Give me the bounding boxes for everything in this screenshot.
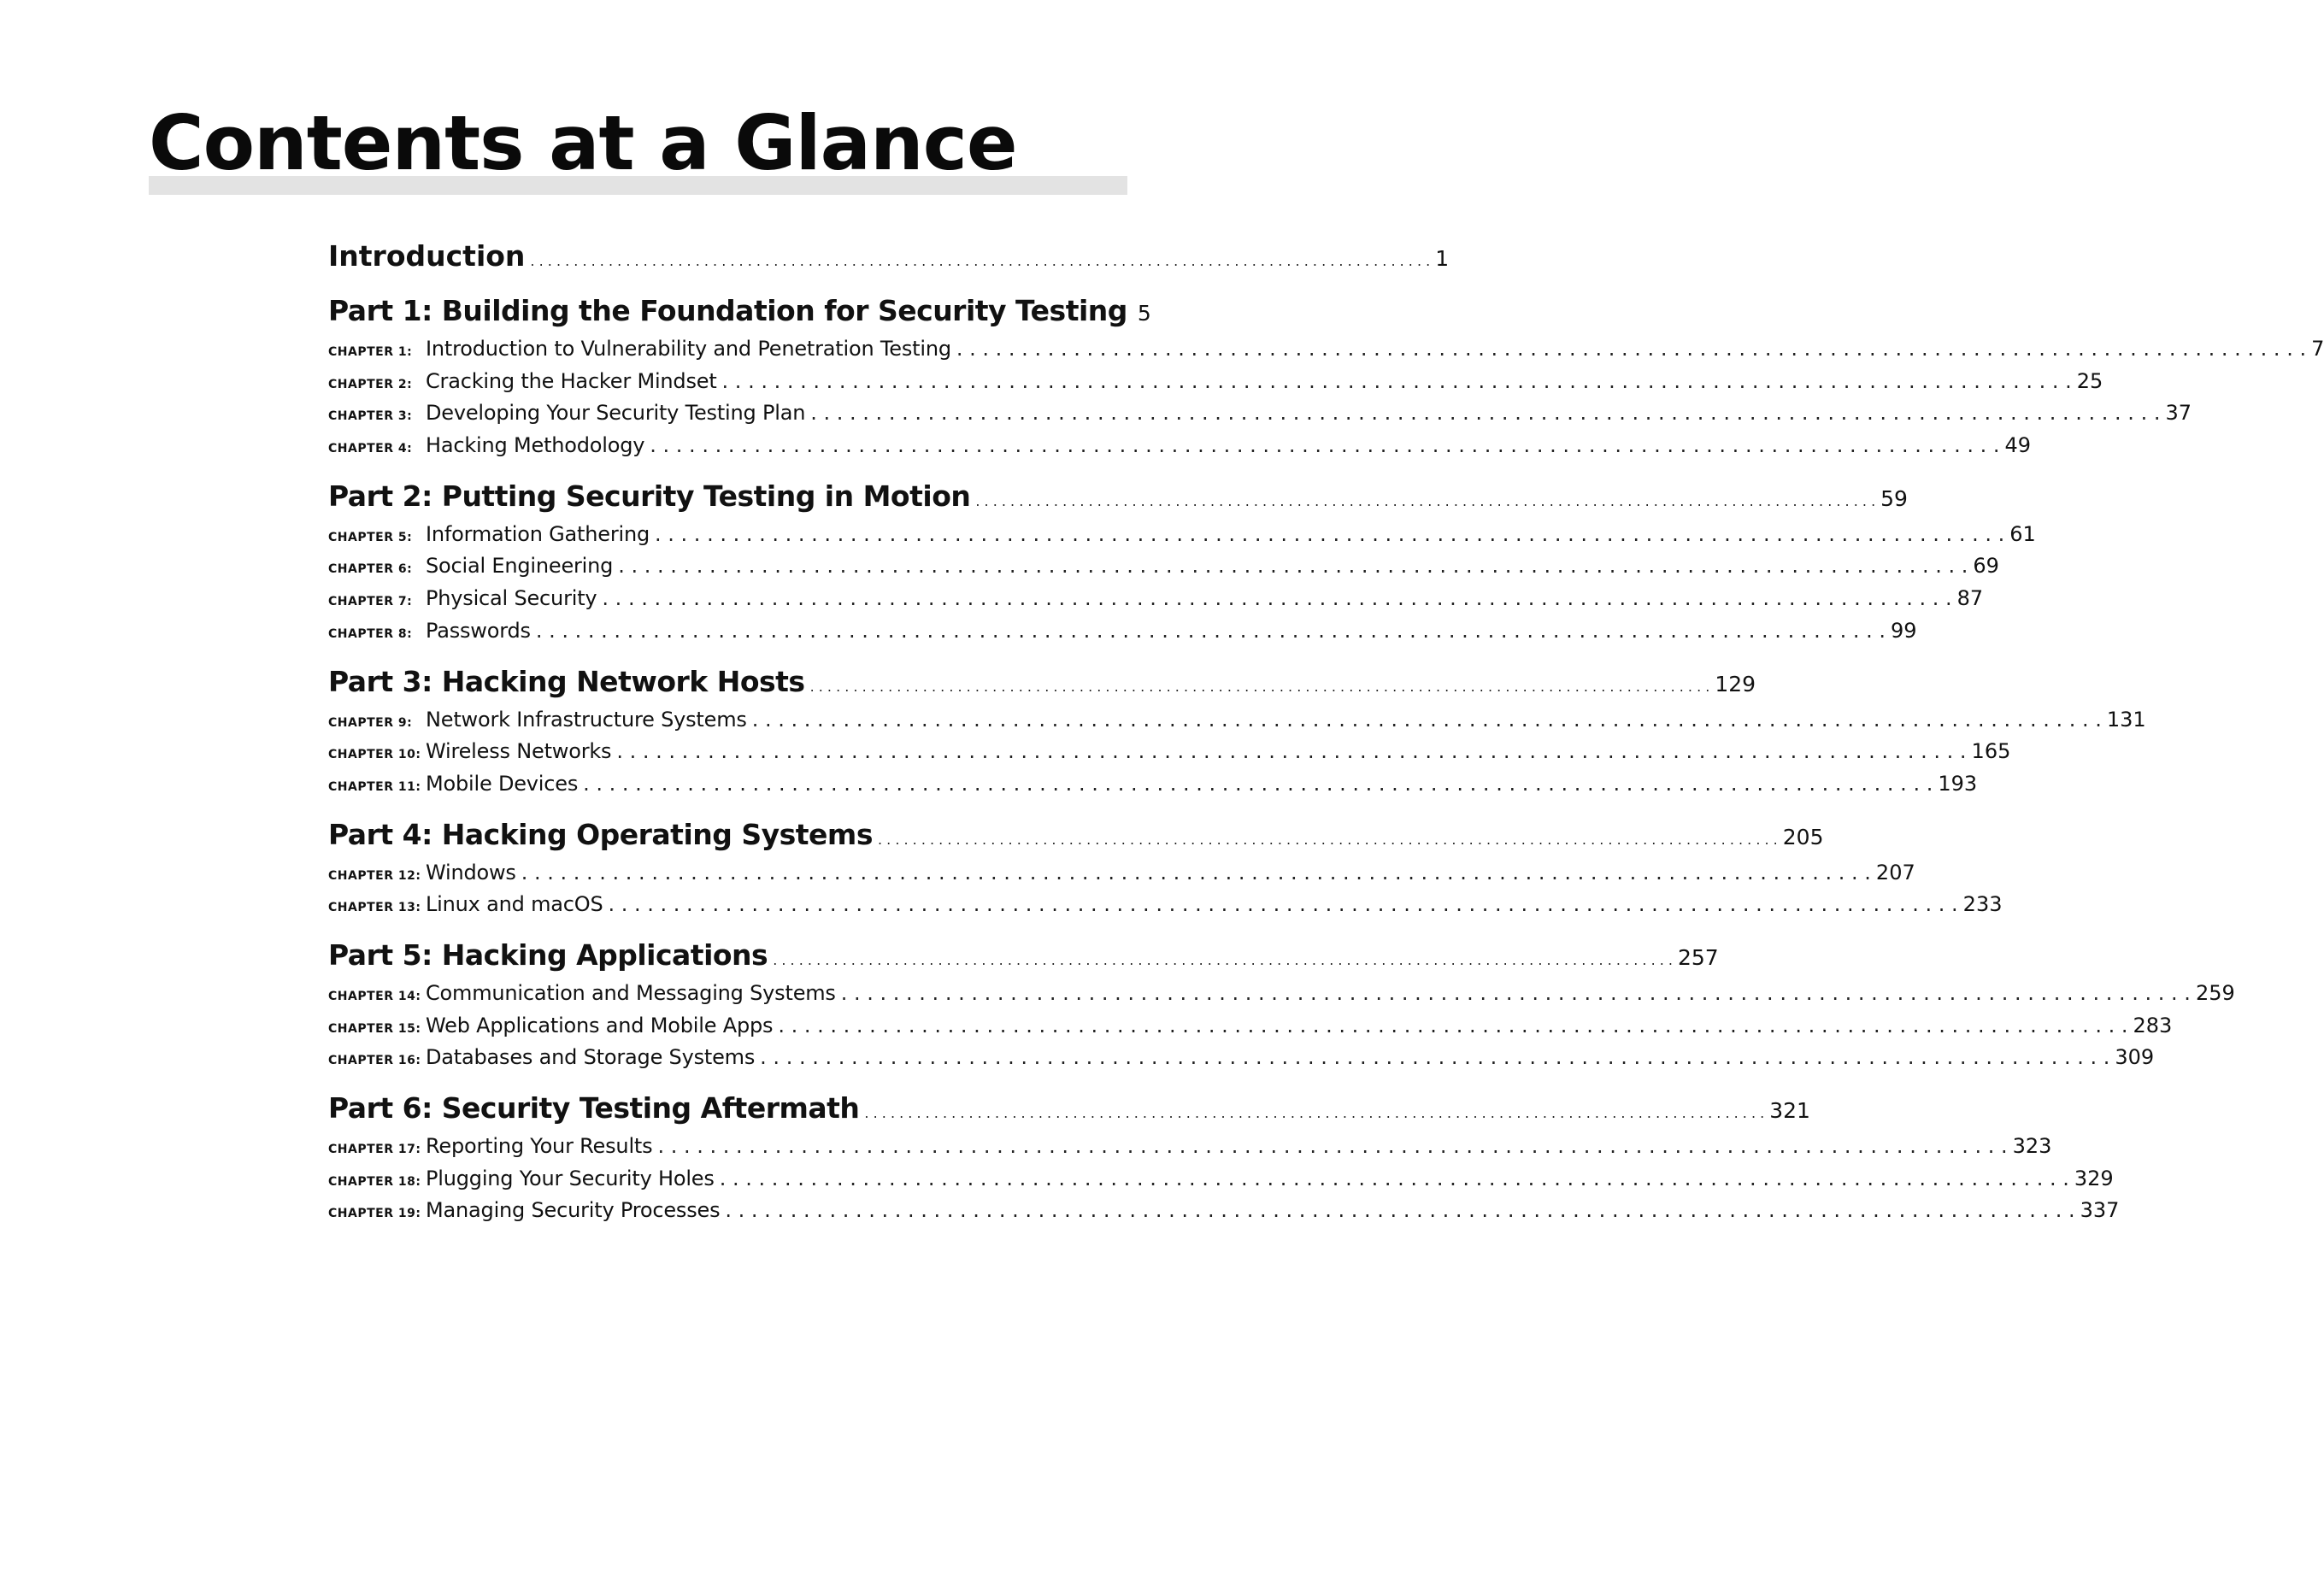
chapter-page-number: 193 (1938, 771, 1978, 796)
part-label: Part 1: Building the Foundation for Security Testing (328, 294, 1127, 327)
chapter-page-number: 69 (1973, 554, 1999, 579)
toc-entry-part-5[interactable] (328, 937, 1719, 981)
chapter-title: Introduction to Vulnerability and Penetration Testing (426, 337, 951, 361)
toc-entry-part-1[interactable] (328, 294, 1151, 337)
toc-entry-part-6[interactable] (328, 1091, 1810, 1134)
toc-entry-part-2[interactable] (328, 479, 1908, 522)
page-title: Contents at a Glance (149, 99, 1017, 187)
part-block (328, 664, 2146, 804)
toc-entry-chapter[interactable] (328, 401, 2192, 433)
part-page-number: 59 (1880, 485, 1908, 511)
chapter-number-tag: CHAPTER 15: (328, 1021, 421, 1036)
chapter-number-tag: CHAPTER 3: (328, 409, 413, 424)
part-block (328, 479, 2036, 651)
chapter-title: Mobile Devices (426, 771, 579, 796)
chapter-number-tag: CHAPTER 17: (328, 1143, 421, 1156)
chapter-page-number: 233 (1962, 892, 2003, 917)
chapter-title: Plugging Your Security Holes (426, 1166, 715, 1190)
dot-leader (720, 1167, 2069, 1190)
chapter-page-number: 309 (2115, 1045, 2155, 1070)
chapter-page-number: 49 (2004, 433, 2032, 458)
introduction-label: Introduction (328, 239, 526, 273)
toc-entry-chapter[interactable] (328, 1013, 2173, 1046)
dot-leader (602, 586, 1951, 610)
part-label: Part 6: Security Testing Aftermath (328, 1091, 860, 1125)
toc-entry-chapter[interactable] (328, 368, 2103, 402)
toc-entry-chapter[interactable] (328, 739, 2011, 772)
chapter-title: Managing Security Processes (426, 1198, 721, 1223)
chapter-page-number: 337 (2080, 1198, 2120, 1223)
toc-entry-chapter[interactable] (328, 771, 1978, 804)
chapter-number-tag: CHAPTER 16: (328, 1054, 421, 1068)
dot-leader (956, 337, 2306, 361)
toc-entry-introduction[interactable] (328, 239, 1450, 282)
chapter-number-tag: CHAPTER 5: (328, 530, 413, 544)
chapter-title: Physical Security (426, 586, 597, 611)
chapter-number-tag: CHAPTER 4: (328, 442, 413, 456)
toc-entry-part-4[interactable] (328, 817, 1824, 861)
chapter-number-tag: CHAPTER 14: (328, 989, 421, 1003)
dot-leader (657, 1134, 2007, 1158)
dot-leader (975, 493, 1875, 509)
part-label: Part 2: Putting Security Testing in Motion (328, 479, 971, 513)
chapter-page-number: 207 (1875, 860, 1915, 885)
chapter-page-number: 25 (2076, 368, 2103, 393)
part-label: Part 3: Hacking Network Hosts (328, 664, 805, 698)
toc-entry-chapter[interactable] (328, 586, 1984, 619)
part-page-number: 321 (1769, 1098, 1810, 1123)
dot-leader (760, 1045, 2109, 1069)
toc-entry-chapter[interactable] (328, 707, 2146, 740)
toc-entry-chapter[interactable] (328, 618, 1917, 651)
dot-leader (583, 772, 1933, 796)
dot-leader (722, 369, 2072, 393)
chapter-number-tag: CHAPTER 6: (328, 562, 413, 577)
toc-entry-chapter[interactable] (328, 1045, 2155, 1078)
dot-leader (773, 952, 1673, 968)
dot-leader (778, 1014, 2127, 1037)
chapter-page-number: 37 (2165, 401, 2192, 426)
part-label: Part 5: Hacking Applications (328, 937, 768, 972)
chapter-number-tag: CHAPTER 9: (328, 715, 413, 730)
chapter-title: Communication and Messaging Systems (426, 980, 836, 1005)
part-block (328, 817, 2003, 925)
dot-leader (841, 981, 2191, 1005)
dot-leader (725, 1198, 2074, 1222)
introduction-page-number: 1 (1435, 246, 1450, 271)
chapter-page-number: 165 (1971, 739, 2011, 764)
chapter-page-number: 323 (2012, 1134, 2052, 1158)
toc-entry-chapter[interactable] (328, 1134, 2052, 1167)
chapter-page-number: 329 (2074, 1166, 2114, 1190)
part-block (328, 937, 2235, 1078)
table-of-contents (328, 239, 2324, 1244)
dot-leader (530, 253, 1430, 269)
part-label: Part 4: Hacking Operating Systems (328, 817, 873, 851)
chapter-page-number: 7 (2311, 337, 2324, 361)
chapter-number-tag: CHAPTER 8: (328, 626, 413, 641)
chapter-number-tag: CHAPTER 12: (328, 868, 421, 883)
chapter-title: Web Applications and Mobile Apps (426, 1013, 774, 1037)
chapter-number-tag: CHAPTER 10: (328, 748, 421, 762)
chapter-title: Social Engineering (426, 554, 614, 579)
dot-leader (810, 679, 1710, 695)
toc-entry-chapter[interactable] (328, 860, 1915, 893)
chapter-page-number: 131 (2106, 707, 2146, 732)
chapter-page-number: 283 (2133, 1013, 2173, 1037)
chapter-number-tag: CHAPTER 13: (328, 901, 421, 915)
chapter-title: Linux and macOS (426, 892, 603, 917)
chapter-title: Passwords (426, 618, 531, 643)
chapter-title: Reporting Your Results (426, 1134, 653, 1158)
part-block (328, 1091, 2120, 1231)
chapter-title: Hacking Methodology (426, 433, 645, 458)
dot-leader (536, 619, 1886, 643)
dot-leader (655, 522, 2004, 546)
dot-leader (608, 892, 1957, 916)
chapter-title: Windows (426, 860, 516, 885)
chapter-page-number: 61 (2009, 521, 2036, 546)
toc-entry-chapter[interactable] (328, 892, 2003, 925)
toc-entry-chapter[interactable] (328, 433, 2032, 466)
toc-entry-chapter[interactable] (328, 554, 1999, 586)
toc-entry-chapter[interactable] (328, 980, 2235, 1014)
part-page-number: 205 (1782, 824, 1824, 849)
toc-entry-chapter[interactable] (328, 337, 2324, 369)
dot-leader (752, 708, 2102, 732)
toc-entry-part-3[interactable] (328, 664, 1756, 708)
chapter-title: Cracking the Hacker Mindset (426, 368, 717, 393)
chapter-number-tag: CHAPTER 19: (328, 1207, 421, 1221)
part-block (328, 294, 2324, 466)
dot-leader (616, 739, 1966, 763)
dot-leader (864, 1105, 1764, 1121)
dot-leader (878, 832, 1778, 848)
chapter-number-tag: CHAPTER 2: (328, 377, 413, 391)
part-page-number: 257 (1678, 944, 1719, 970)
chapter-title: Network Infrastructure Systems (426, 707, 747, 732)
part-page-number: 5 (1137, 301, 1151, 326)
chapter-page-number: 259 (2195, 980, 2235, 1005)
chapter-number-tag: CHAPTER 7: (328, 595, 413, 609)
toc-entry-chapter[interactable] (328, 1166, 2114, 1199)
dot-leader (521, 861, 1871, 885)
dot-leader (618, 554, 1968, 578)
chapter-title: Information Gathering (426, 521, 650, 546)
chapter-page-number: 99 (1891, 618, 1917, 643)
chapter-number-tag: CHAPTER 18: (328, 1174, 421, 1189)
chapter-number-tag: CHAPTER 11: (328, 779, 421, 794)
chapter-page-number: 87 (1956, 586, 1984, 611)
toc-entry-chapter[interactable] (328, 1198, 2120, 1231)
chapter-title: Developing Your Security Testing Plan (426, 401, 806, 426)
chapter-title: Databases and Storage Systems (426, 1045, 756, 1070)
chapter-title: Wireless Networks (426, 739, 612, 764)
dot-leader (650, 433, 1999, 457)
toc-entry-chapter[interactable] (328, 521, 2036, 555)
part-page-number: 129 (1715, 671, 1756, 696)
chapter-number-tag: CHAPTER 1: (328, 345, 413, 359)
dot-leader (810, 401, 2160, 425)
